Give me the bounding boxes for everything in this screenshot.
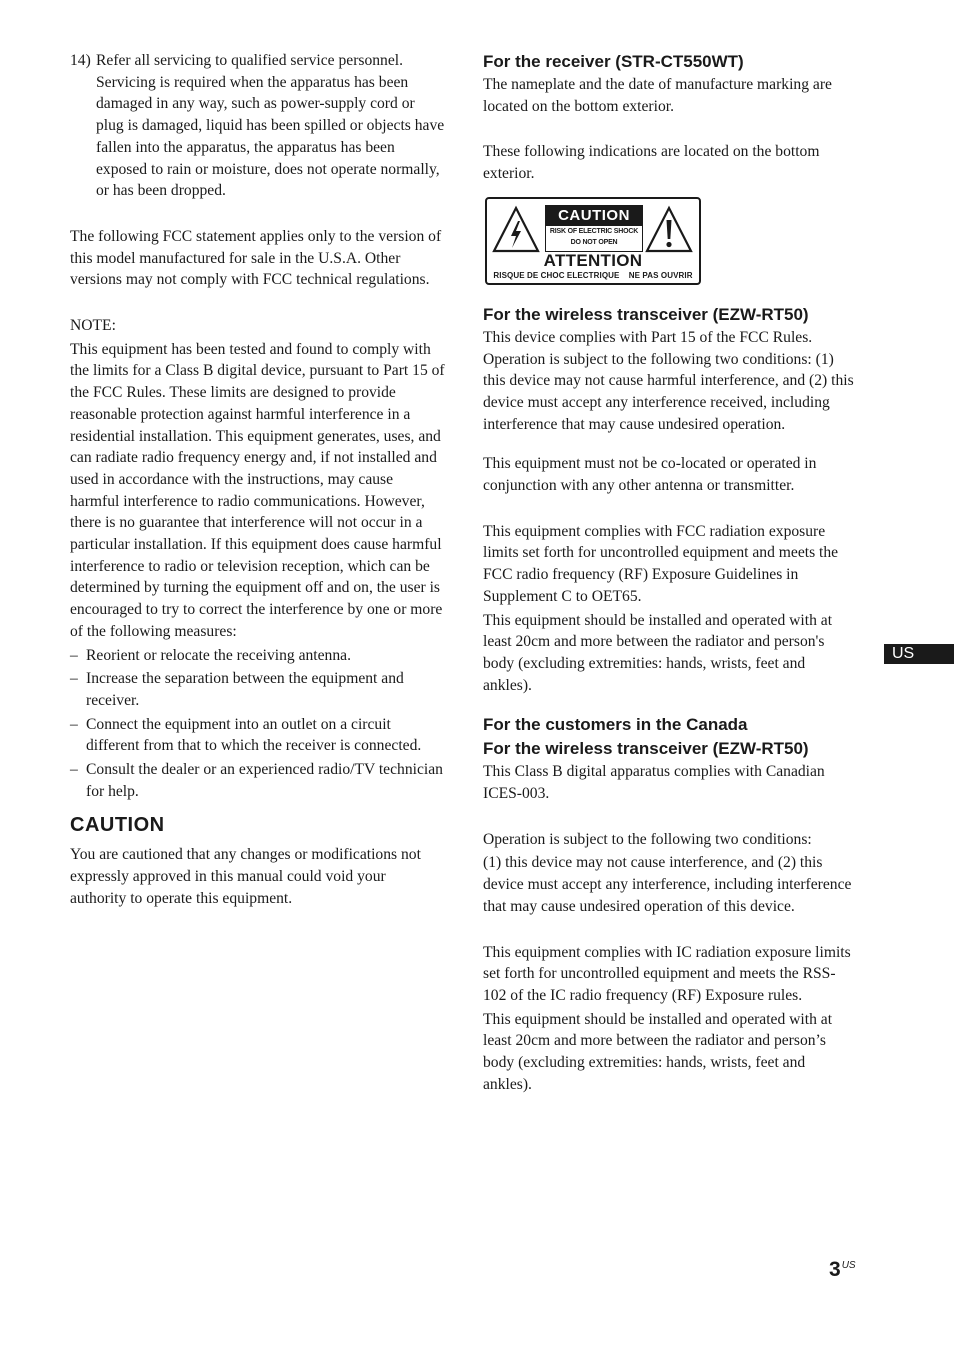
wireless-paragraph: This equipment must not be co-located or operated in conjunction with any other antenna or transmitter. [483,455,817,495]
caution-heading: CAUTION [70,813,165,836]
page-number-suffix: US [841,1260,856,1271]
wireless-paragraph: This equipment complies with FCC radiation exposure limits set forth for uncontrolled equipment and meets the FCC radio frequency (RF) Exposure Guidelines in Supplement C to OET65. [483,522,839,605]
measure-item: – Increase the separation between the equipment and receiver. [70,668,445,711]
canada-paragraph: This Class B digital apparatus complies with Canadian ICES-003. [483,763,825,803]
label-caution-text: CAUTION [546,206,642,226]
page-number-value: 3 [829,1258,841,1281]
canada-paragraph: This equipment complies with IC radiation exposure limits set forth for uncontrolled equipment and meets the RSS-102 of the IC radio frequency (RF) Exposure rules. [483,943,851,1004]
region-tab: US [884,644,954,664]
measure-item: – Connect the equipment into an outlet on a circuit different from that to which the receiver is connected. [70,714,445,757]
item-number: 14) [70,52,91,69]
wireless-heading: For the wireless transceiver (EZW-RT50) [483,304,809,324]
note-label: NOTE: [70,317,116,335]
label-risque-line [487,271,699,281]
canada-heading: For the customers in the Canada [483,715,748,735]
label-attention-text: ATTENTION [543,250,643,270]
canada-heading: For the wireless transceiver (EZW-RT50) [483,739,809,759]
canada-paragraph: (1) this device may not cause interference, and (2) this device must accept any interference, including interference that may cause undesired operation of this device. [483,854,852,915]
caution-center [545,205,643,252]
measure-item: – Consult the dealer or an experienced radio/TV technician for help. [70,759,445,802]
wireless-paragraph: This equipment should be installed and operated with at least 20cm and more between the radiator and person's body (excluding extremities: hands, wrists, feet and ankles). [483,611,833,694]
receiver-paragraph: These following indications are located on the bottom exterior. [483,143,820,183]
lightning-warning-icon [491,205,541,255]
canada-paragraph: Operation is subject to the following two conditions: [483,830,812,848]
measure-item: – Reorient or relocate the receiving antenna. [70,645,445,667]
label-risque-text: RISQUE DE CHOC ELECTRIQUE [493,270,620,280]
list-item-14 [70,50,445,202]
exclamation-warning-icon [644,205,694,255]
page-number [829,1258,856,1282]
note-text: This equipment has been tested and found to comply with the limits for a Class B digital device, pursuant to Part 15 of the FCC Rules. These limits are designed to provide reasonable protection against harmful interference in a residential installation. This equipment generates, uses, and can radiate radio frequency energy and, if not installed and used in accordance with the instructions, may cause harmful interference to radio communications. However, there is no guarantee that interference will not occur in a particular installation. If this equipment does cause harmful interference to radio or television reception, which can be determined by turning the equipment off and on, the user is encouraged to try to correct the interference by one or more of the following measures: [70,340,445,640]
measures-list [70,645,445,803]
label-do-not-open-text: DO NOT OPEN [570,238,618,246]
canada-paragraph: This equipment should be installed and operated with at least 20cm and more between the radiator and person’s body (excluding extremities: hands, wrists, feet and ankles). [483,1010,833,1093]
caution-text: You are cautioned that any changes or modifications not expressly approved in this manual could void your authority to operate this equipment. [70,846,421,907]
receiver-heading: For the receiver (STR-CT550WT) [483,52,744,71]
wireless-paragraph: This device complies with Part 15 of the FCC Rules. Operation is subject to the following two conditions: (1) this device may not cause harmful interference, and (2) this device must accept any interference received, including interference that may cause undesired operation. [483,328,854,433]
fcc-statement: The following FCC statement applies only to the version of this model manufactured for sale in the U.S.A. Other versions may not comply with FCC technical regulations. [70,227,442,289]
right-column [483,50,858,1096]
label-risk-text: RISK OF ELECTRIC SHOCK [549,227,639,235]
caution-label [485,197,701,285]
left-column [70,50,445,909]
receiver-paragraph: The nameplate and the date of manufacture marking are located on the bottom exterior. [483,76,832,115]
item-text: Refer all servicing to qualified service personnel. Servicing is required when the apparatus has been damaged in any way, such as power-supply cord or plug is damaged, liquid has been spilled or objects have fallen into the apparatus, the apparatus has been exposed to rain or moisture, does not operate normally, or has been dropped. [96,52,445,200]
label-ne-pas-text: NE PAS OUVRIR [628,270,693,280]
